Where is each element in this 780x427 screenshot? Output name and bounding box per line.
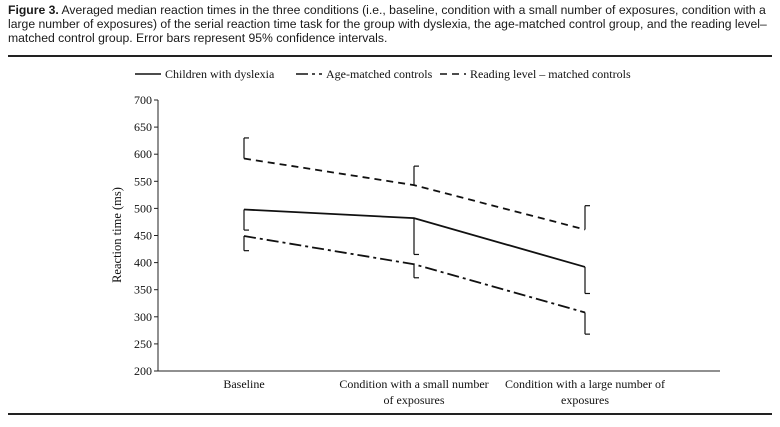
- x-ticks: [223, 377, 665, 407]
- axes: [158, 100, 720, 371]
- caption-text: Averaged median reaction times in the three conditions (i.e., baseline, condition with a small number of exposures, condition with a large number of exposures) of the serial reaction time task for the group with dyslexia, the age-matched control group, and the reading level–matched control group. Error bars represent 95% confidence intervals.: [8, 3, 767, 45]
- legend: [135, 67, 631, 81]
- x-tick-label: Condition with a small number: [339, 377, 489, 391]
- legend-label: Reading level – matched controls: [470, 67, 631, 81]
- legend-label: Age-matched controls: [326, 67, 433, 81]
- figure-label: Figure 3.: [8, 3, 59, 17]
- y-tick-label: 400: [134, 255, 152, 270]
- x-tick-label: Condition with a large number of: [504, 377, 666, 391]
- y-tick-label: 550: [134, 174, 152, 189]
- x-tick-label: Baseline: [223, 377, 265, 391]
- x-tick-label: exposures: [561, 393, 609, 407]
- y-tick-label: 450: [134, 228, 152, 243]
- y-tick-label: 700: [134, 93, 152, 107]
- y-axis-label: Reaction time (ms): [110, 187, 124, 283]
- y-tick-label: 350: [134, 282, 152, 297]
- y-tick-label: 600: [134, 147, 152, 162]
- x-tick-label: of exposures: [383, 393, 445, 407]
- y-tick-label: 650: [134, 120, 152, 135]
- y-ticks: [134, 93, 158, 378]
- y-tick-label: 200: [134, 364, 152, 378]
- y-tick-label: 300: [134, 309, 152, 324]
- legend-label: Children with dyslexia: [165, 67, 275, 81]
- y-tick-label: 500: [134, 201, 152, 216]
- series-group: [244, 138, 590, 334]
- y-tick-label: 250: [134, 336, 152, 351]
